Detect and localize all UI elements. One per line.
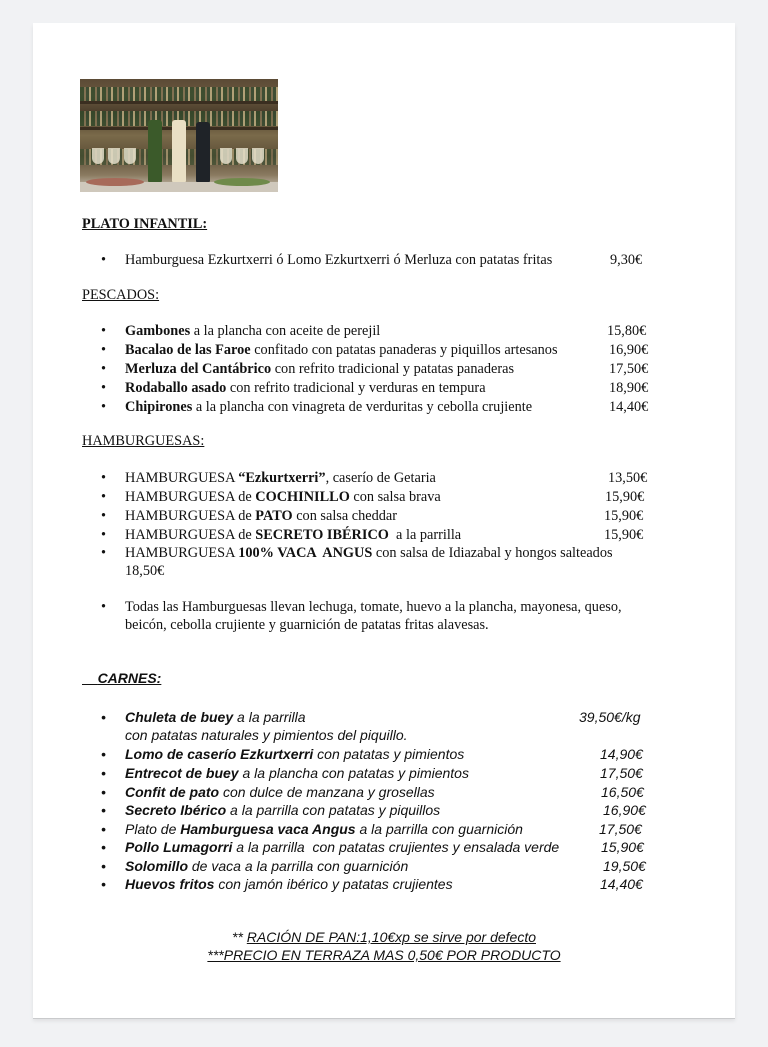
item-price: 18,50€ [125, 563, 165, 579]
item-name: Lomo de caserío Ezkurtxerri [125, 746, 314, 762]
bullet-icon: • [101, 858, 106, 874]
item-prefix: HAMBURGUESA [125, 470, 239, 486]
bread-note: ** RACIÓN DE PAN:1,10€xp se sirve por defecto [232, 929, 536, 945]
bullet-icon: • [101, 508, 107, 524]
bullet-icon: • [101, 802, 106, 818]
item-desc: a la plancha con aceite de perejil [190, 323, 381, 339]
note-line-1: Todas las Hamburguesas llevan lechuga, tomate, huevo a la plancha, mayonesa, queso, [125, 599, 622, 615]
item-desc: a la parrilla [388, 527, 462, 543]
item-prefix: Plato de [125, 821, 181, 837]
item-price: 15,80€ [607, 323, 647, 339]
item-prefix: HAMBURGUESA de [125, 527, 256, 543]
wine-bar-photo [80, 79, 278, 192]
item-desc: a la parrilla con patatas y piquillos [226, 802, 441, 818]
item-name: Merluza del Cantábrico [125, 361, 272, 377]
item-name: Rodaballo asado [125, 380, 227, 396]
bullet-icon: • [101, 784, 106, 800]
item-name: Hamburguesa vaca Angus [180, 821, 356, 837]
item-name: “Ezkurtxerri” [238, 470, 326, 486]
bullet-icon: • [101, 323, 107, 339]
bullet-icon: • [101, 545, 107, 561]
item-prefix: HAMBURGUESA de [125, 508, 256, 524]
item-price: 16,90€ [609, 342, 649, 358]
item-desc: con patatas y pimientos [313, 746, 465, 762]
section-title-infantil: PLATO INFANTIL: [82, 216, 208, 232]
item-price: 14,40€ [600, 876, 643, 892]
item-price: 18,90€ [609, 380, 649, 396]
item-price: 15,90€ [604, 508, 644, 524]
bullet-icon: • [101, 252, 107, 268]
item-desc-line2: con patatas naturales y pimientos del piquillo. [125, 727, 408, 743]
item-desc: a la parrilla [233, 709, 306, 725]
item-desc: confitado con patatas panaderas y piquillos artesanos [250, 342, 558, 358]
item-desc: con dulce de manzana y grosellas [219, 784, 435, 800]
item-price: 17,50€ [599, 821, 642, 837]
item-price: 19,50€ [603, 858, 646, 874]
bullet-icon: • [101, 470, 107, 486]
item-price: 15,90€ [605, 489, 645, 505]
item-desc: a la plancha con patatas y pimientos [238, 765, 469, 781]
terrace-price-note: ***PRECIO EN TERRAZA MAS 0,50€ POR PRODUCTO [207, 947, 561, 963]
bullet-icon: • [101, 709, 106, 725]
item-price: 17,50€ [600, 765, 643, 781]
item-name: Secreto Ibérico [125, 802, 227, 818]
item-name: Pollo Lumagorri [125, 839, 233, 855]
item-price: 13,50€ [608, 470, 648, 486]
item-name: Entrecot de buey [125, 765, 239, 781]
item-name: Chipirones [125, 399, 193, 415]
bullet-icon: • [101, 361, 107, 377]
item-name: PATO [255, 508, 293, 524]
note-line-2: beicón, cebolla crujiente y guarnición de patatas fritas alavesas. [125, 617, 489, 633]
item-name: Huevos fritos [125, 876, 215, 892]
item-desc: con salsa brava [349, 489, 441, 505]
item-desc: a la parrilla con patatas crujientes y ensalada verde [232, 839, 560, 855]
item-price: 17,50€ [609, 361, 649, 377]
bullet-icon: • [101, 599, 107, 615]
bullet-icon: • [101, 342, 107, 358]
item-desc: con salsa cheddar [292, 508, 398, 524]
section-title-pescados: PESCADOS: [82, 287, 160, 303]
bullet-icon: • [101, 746, 106, 762]
item-name: Bacalao de las Faroe [125, 342, 251, 358]
bullet-icon: • [101, 380, 107, 396]
item-name: Chuleta de buey [125, 709, 234, 725]
bullet-icon: • [101, 876, 106, 892]
item-price: 9,30€ [610, 252, 643, 268]
item-price: 16,50€ [601, 784, 644, 800]
section-title-carnes: CARNES: [97, 670, 162, 686]
item-name: 100% VACA ANGUS [238, 545, 373, 561]
item-text: Hamburguesa Ezkurtxerri ó Lomo Ezkurtxerri ó Merluza con patatas fritas [125, 252, 553, 268]
item-desc: de vaca a la parrilla con guarnición [188, 858, 409, 874]
item-desc: , caserío de Getaria [325, 470, 436, 486]
section-title-hamburguesas: HAMBURGUESAS: [82, 433, 205, 449]
item-price: 16,90€ [603, 802, 646, 818]
bullet-icon: • [101, 399, 107, 415]
item-desc: con refrito tradicional y verduras en tempura [226, 380, 486, 396]
item-price: 15,90€ [601, 839, 644, 855]
bullet-icon: • [101, 821, 106, 837]
item-name: SECRETO IBÉRICO [255, 527, 389, 543]
item-desc: con jamón ibérico y patatas crujientes [214, 876, 453, 892]
menu-page [33, 23, 735, 1018]
item-prefix: HAMBURGUESA [125, 545, 239, 561]
item-price: 39,50€/kg [579, 709, 641, 725]
item-desc: con salsa de Idiazabal y hongos salteados [372, 545, 613, 561]
item-price: 14,90€ [600, 746, 643, 762]
item-desc: con refrito tradicional y patatas panaderas [271, 361, 515, 377]
bullet-icon: • [101, 489, 107, 505]
item-prefix: HAMBURGUESA de [125, 489, 256, 505]
item-name: Gambones [125, 323, 191, 339]
item-desc: a la parrilla con guarnición [355, 821, 523, 837]
item-price: 15,90€ [604, 527, 644, 543]
bullet-icon: • [101, 839, 106, 855]
item-price: 14,40€ [609, 399, 649, 415]
bullet-icon: • [101, 765, 106, 781]
item-name: COCHINILLO [255, 489, 350, 505]
item-name: Solomillo [125, 858, 188, 874]
bullet-icon: • [101, 527, 107, 543]
item-name: Confit de pato [125, 784, 220, 800]
item-desc: a la plancha con vinagreta de verduritas y cebolla crujiente [192, 399, 533, 415]
